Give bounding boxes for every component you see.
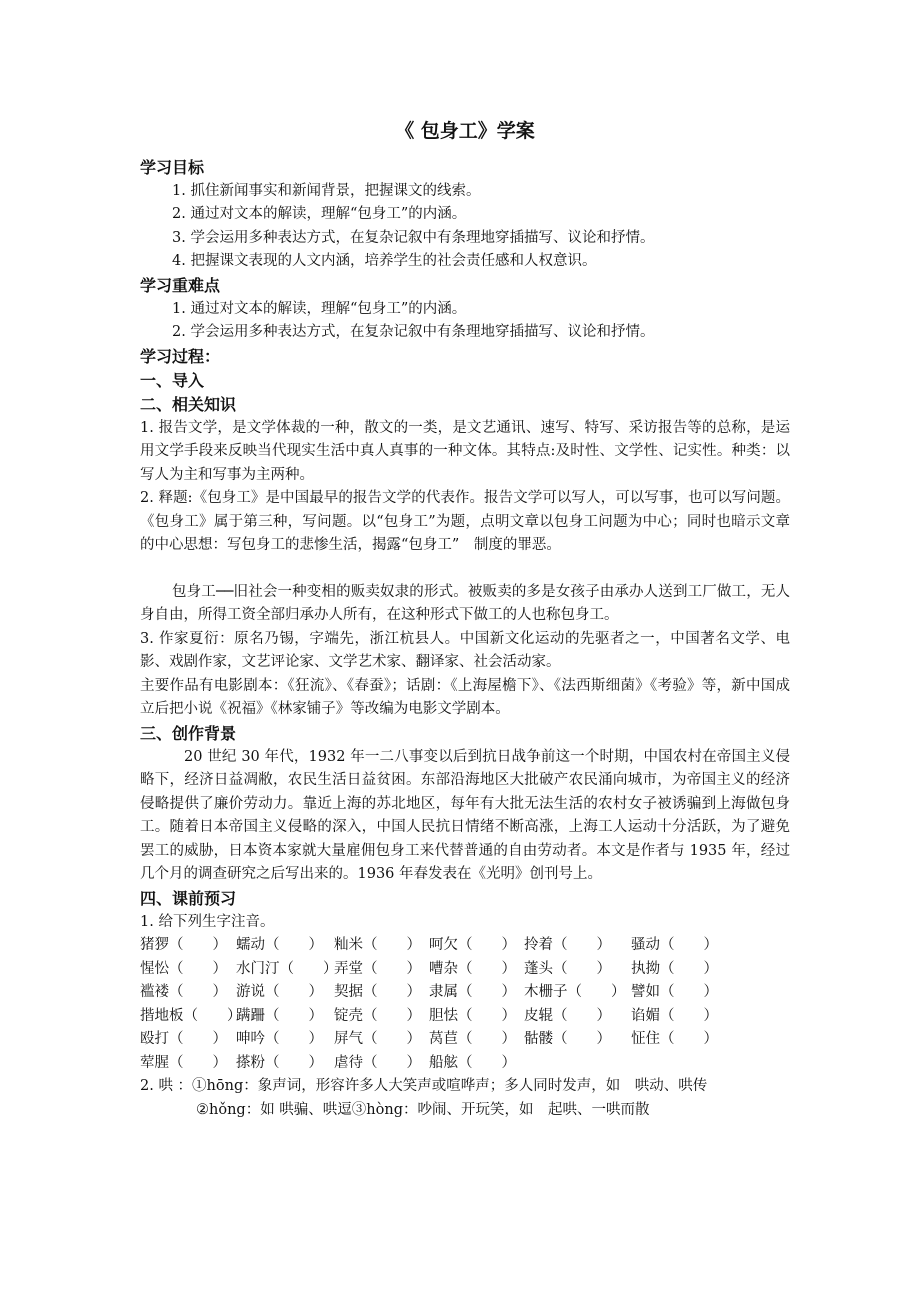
char-item: 呻吟（ ） [236,1031,323,1047]
char-item: 弄堂（ ） [334,960,421,977]
goal-item: 4. 把握课文表现的人文内涵，培养学生的社会责任感和人权意识。 [172,253,597,269]
char-item: 褴褛（ ） [140,984,227,1000]
char-item: 虐待（ ） [334,1054,421,1071]
char-item: 皮辊（ ） [524,1007,611,1024]
knowledge-paragraph: 2. 释题:《包身工》是中国最早的报告文学的代表作。报告文学可以写人，可以写事，也可以写问题。《包身工》属于第三种，写问题。以“包身工”为题，点明文章以包身工问题为中心；同时也暗示文章的中心思想：写包身工的悲惨生活，揭露“包身工” 制度的罪恶。 [140,490,790,553]
preview-question: 2. 哄 ：①hōng：象声词，形容许多人大笑声或喧哗声；多人同时发声，如 哄动、哄传 [140,1078,708,1094]
key-point-item: 1. 通过对文本的解读，理解“包身工”的内涵。 [172,300,467,317]
blank-line [140,558,790,581]
char-row [140,981,790,1005]
char-item: 莴苣（ ） [429,1031,516,1047]
goals-heading: 学习目标 [140,157,205,177]
char-row [140,1052,790,1076]
goal-item: 1. 抓住新闻事实和新闻背景，把握课文的线索。 [172,182,481,199]
char-item: 揩地板（ ） [140,1007,242,1024]
background-heading: 三、创作背景 [140,723,237,743]
knowledge-paragraph: 3. 作家夏衍：原名乃锡，字端先，浙江杭县人。中国新文化运动的先驱者之一，中国著名文学、电影、戏剧作家，文艺评论家、文学艺术家、翻译家、社会活动家。 [140,630,790,670]
char-row [140,934,790,958]
char-item: 拎着（ ） [524,937,611,953]
char-item: 契据（ ） [334,984,421,1000]
page-title: 《 包身工》学案 [395,120,535,142]
goal-item: 3. 学会运用多种表达方式，在复杂记叙中有条理地穿插描写、议论和抒情。 [172,229,655,246]
char-item: 嘈杂（ ） [429,960,516,977]
char-item: 荤腥（ ） [140,1054,227,1071]
char-item: 猪猡（ ） [140,937,227,953]
char-item: 水门汀（ ） [236,960,338,977]
knowledge-paragraph: 包身工──旧社会一种变相的贩卖奴隶的形式。被贩卖的多是女孩子由承办人送到工厂做工，无人身自由，所得工资全部归承办人所有，在这种形式下做工的人也称包身工。 [140,583,790,623]
process-heading: 学习过程： [140,346,221,366]
char-item: 屏气（ ） [334,1031,421,1047]
char-item: 蹒跚（ ） [236,1007,323,1024]
key-points-heading: 学习重难点 [140,275,221,295]
char-row [140,1028,790,1052]
char-item: 锭壳（ ） [334,1007,421,1024]
char-item: 怔住（ ） [631,1031,718,1047]
char-row [140,1005,790,1029]
knowledge-heading: 二、相关知识 [140,394,237,414]
char-item: 隶属（ ） [429,984,516,1000]
preview-question: 1. 给下列生字注音。 [140,913,275,930]
char-item: 呵欠（ ） [429,937,516,953]
preview-question-continuation: ②hǒng：如 哄骗、哄逗③hòng：吵闹、开玩笑，如 起哄、一哄而散 [196,1101,650,1118]
knowledge-paragraph: 1. 报告文学，是文学体裁的一种，散文的一类，是文艺通讯、速写、特写、采访报告等的总称，是运用文学手段来反映当代现实生活中真人真事的一种文体。其特点:及时性、文学性、记实性。种类：以写人为主和写事为主两种。 [140,419,790,483]
char-item: 船舷（ ） [429,1054,516,1071]
char-item: 蠕动（ ） [236,937,323,953]
char-item: 骚动（ ） [631,937,718,953]
char-item: 胆怯（ ） [429,1007,516,1024]
char-item: 譬如（ ） [631,984,718,1000]
char-item: 执拗（ ） [631,960,718,977]
char-item: 骷髅（ ） [524,1031,611,1047]
key-point-item: 2. 学会运用多种表达方式，在复杂记叙中有条理地穿插描写、议论和抒情。 [172,324,655,340]
char-item: 惺忪（ ） [140,960,227,977]
char-item: 殴打（ ） [140,1031,227,1047]
char-row [140,958,790,982]
char-item: 搽粉（ ） [236,1054,323,1071]
char-item: 谄媚（ ） [631,1007,718,1024]
knowledge-paragraph: 主要作品有电影剧本：《狂流》、《春蚕》；话剧：《上海屋檐下》、《法西斯细菌》《考验》等，新中国成立后把小说《祝福》《林家铺子》等改编为电影文学剧本。 [140,677,790,717]
background-paragraph: 20 世纪 30 年代，1932 年一二八事变以后到抗日战争前这一个时期，中国农村在帝国主义侵略下，经济日益凋敝，农民生活日益贫困。东部沿海地区大批破产农民涌向城市，为帝国主义的经济侵略提供了廉价劳动力。靠近上海的苏北地区，每年有大批无法生活的农村女子被诱骗到上海做包身工。随着日本帝国主义侵略的深入，中国人民抗日情绪不断高涨，上海工人运动十分活跃，为了避免罢工的威胁，日本资本家就大量雇佣包身工来代替普通的自由劳动者。本文是作者与 1935 年，经过几个月的调查研究之后写出来的。1936 年春发表在《光明》创刊号上。 [140,748,790,882]
worksheet-page [140,120,790,1122]
goal-item: 2. 通过对文本的解读，理解“包身工”的内涵。 [172,206,467,222]
char-item: 木栅子（ ） [524,984,626,1000]
preview-heading: 四、课前预习 [140,888,237,908]
char-item: 籼米（ ） [334,937,421,953]
char-item: 蓬头（ ） [524,960,611,977]
intro-heading: 一、导入 [140,370,205,390]
char-item: 游说（ ） [236,984,323,1000]
